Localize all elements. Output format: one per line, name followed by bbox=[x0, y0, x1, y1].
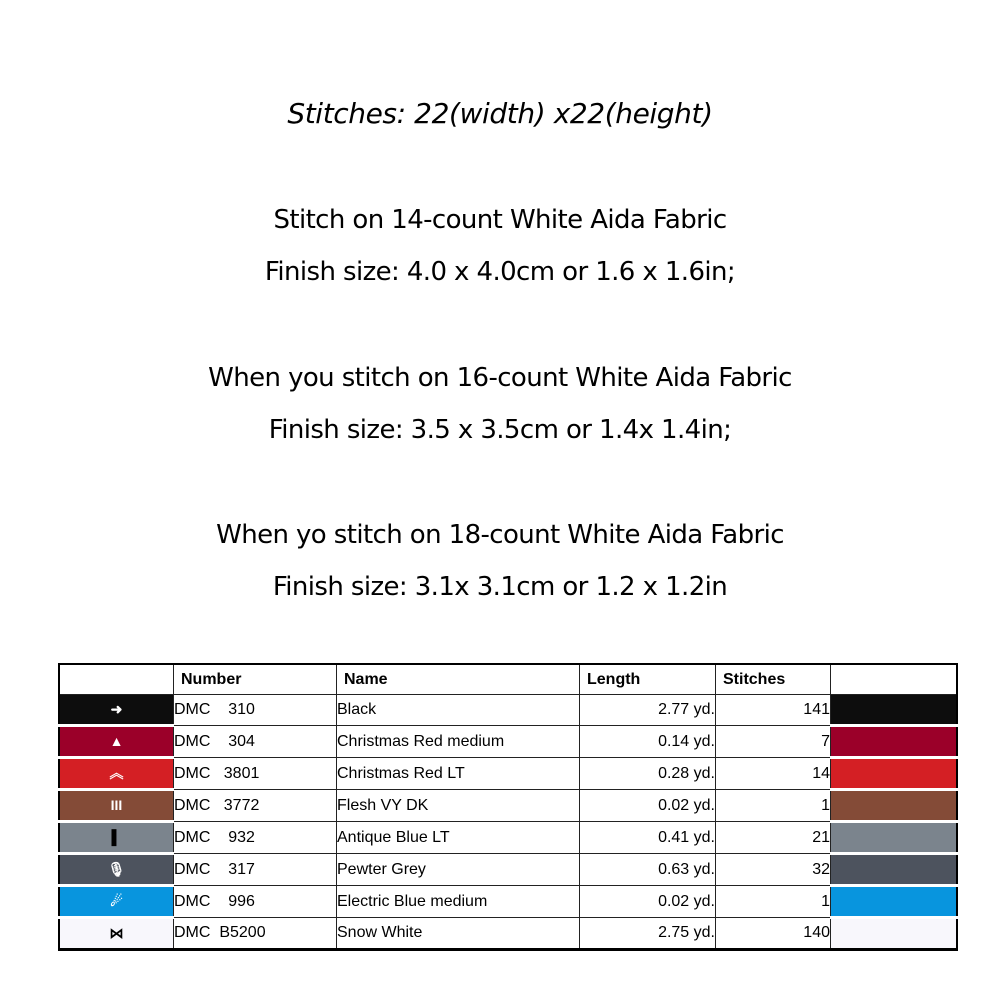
table-row bbox=[59, 695, 957, 726]
thread-length: 0.41 yd. bbox=[580, 822, 716, 854]
thread-name: Electric Blue medium bbox=[337, 886, 580, 918]
header-length: Length bbox=[580, 664, 716, 695]
thread-name: Antique Blue LT bbox=[337, 822, 580, 854]
header-number: Number bbox=[174, 664, 337, 695]
header-swatch bbox=[831, 664, 958, 695]
table-row bbox=[59, 726, 957, 758]
header-name: Name bbox=[337, 664, 580, 695]
header-stitches: Stitches bbox=[716, 664, 831, 695]
triangle-icon: ▲ bbox=[109, 732, 124, 749]
thread-name: Black bbox=[337, 695, 580, 726]
header-symbol bbox=[59, 664, 174, 695]
stitch-count: 1 bbox=[716, 886, 831, 918]
table-row bbox=[59, 758, 957, 790]
table-header-row bbox=[59, 664, 957, 695]
fabric-14-count-label: Stitch on 14-count White Aida Fabric bbox=[273, 205, 727, 235]
thread-number: DMC 310 bbox=[174, 695, 337, 726]
stitch-count: 1 bbox=[716, 790, 831, 822]
thread-number: DMC 996 bbox=[174, 886, 337, 918]
fabric-14-count-size: Finish size: 4.0 x 4.0cm or 1.6 x 1.6in; bbox=[264, 257, 736, 287]
thread-number: DMC 3801 bbox=[174, 758, 337, 790]
thread-length: 0.02 yd. bbox=[580, 790, 716, 822]
stitch-count: 7 bbox=[716, 726, 831, 758]
triple-bar-icon: III bbox=[110, 796, 123, 813]
color-swatch bbox=[831, 918, 958, 950]
table-row bbox=[59, 790, 957, 822]
bowtie-icon: ⋈ bbox=[109, 924, 124, 941]
stitch-count: 140 bbox=[716, 918, 831, 950]
symbol-cell bbox=[59, 918, 174, 950]
stitch-count: 32 bbox=[716, 854, 831, 886]
thread-name: Christmas Red medium bbox=[337, 726, 580, 758]
stitch-count: 14 bbox=[716, 758, 831, 790]
stitch-count: 21 bbox=[716, 822, 831, 854]
color-swatch bbox=[831, 886, 958, 918]
color-swatch bbox=[831, 695, 958, 726]
thread-number: DMC 3772 bbox=[174, 790, 337, 822]
thread-number: DMC B5200 bbox=[174, 918, 337, 950]
double-chevron-up-icon: ︽ bbox=[109, 764, 124, 781]
table-row bbox=[59, 918, 957, 950]
thread-name: Pewter Grey bbox=[337, 854, 580, 886]
thread-key-table bbox=[58, 663, 958, 951]
thread-length: 0.28 yd. bbox=[580, 758, 716, 790]
color-swatch bbox=[831, 822, 958, 854]
microphone-icon: 🎙 bbox=[107, 860, 126, 877]
symbol-cell bbox=[59, 790, 174, 822]
fabric-16-count-size: Finish size: 3.5 x 3.5cm or 1.4x 1.4in; bbox=[268, 415, 732, 445]
stitch-count: 141 bbox=[716, 695, 831, 726]
arrow-right-icon: ➜ bbox=[110, 700, 123, 717]
thread-length: 2.75 yd. bbox=[580, 918, 716, 950]
symbol-cell bbox=[59, 758, 174, 790]
color-swatch bbox=[831, 726, 958, 758]
thread-length: 0.14 yd. bbox=[580, 726, 716, 758]
thread-number: DMC 932 bbox=[174, 822, 337, 854]
page-title: Stitches: 22(width) x22(height) bbox=[287, 97, 713, 130]
color-swatch bbox=[831, 758, 958, 790]
thread-number: DMC 317 bbox=[174, 854, 337, 886]
thread-length: 0.63 yd. bbox=[580, 854, 716, 886]
thread-length: 0.02 yd. bbox=[580, 886, 716, 918]
thread-length: 2.77 yd. bbox=[580, 695, 716, 726]
thread-number: DMC 304 bbox=[174, 726, 337, 758]
fabric-18-count-label: When yo stitch on 18-count White Aida Fabric bbox=[216, 520, 784, 550]
color-swatch bbox=[831, 854, 958, 886]
fabric-16-count-label: When you stitch on 16-count White Aida Fabric bbox=[208, 363, 792, 393]
thread-name: Flesh VY DK bbox=[337, 790, 580, 822]
symbol-cell bbox=[59, 854, 174, 886]
symbol-cell bbox=[59, 822, 174, 854]
comet-icon: ☄ bbox=[110, 892, 123, 909]
thread-name: Christmas Red LT bbox=[337, 758, 580, 790]
symbol-cell bbox=[59, 726, 174, 758]
table-row bbox=[59, 886, 957, 918]
table-row bbox=[59, 854, 957, 886]
thread-name: Snow White bbox=[337, 918, 580, 950]
table-row bbox=[59, 822, 957, 854]
fabric-18-count-size: Finish size: 3.1x 3.1cm or 1.2 x 1.2in bbox=[272, 572, 728, 602]
symbol-cell bbox=[59, 886, 174, 918]
symbol-cell bbox=[59, 695, 174, 726]
vertical-bar-icon: ▌ bbox=[111, 828, 122, 845]
color-swatch bbox=[831, 790, 958, 822]
